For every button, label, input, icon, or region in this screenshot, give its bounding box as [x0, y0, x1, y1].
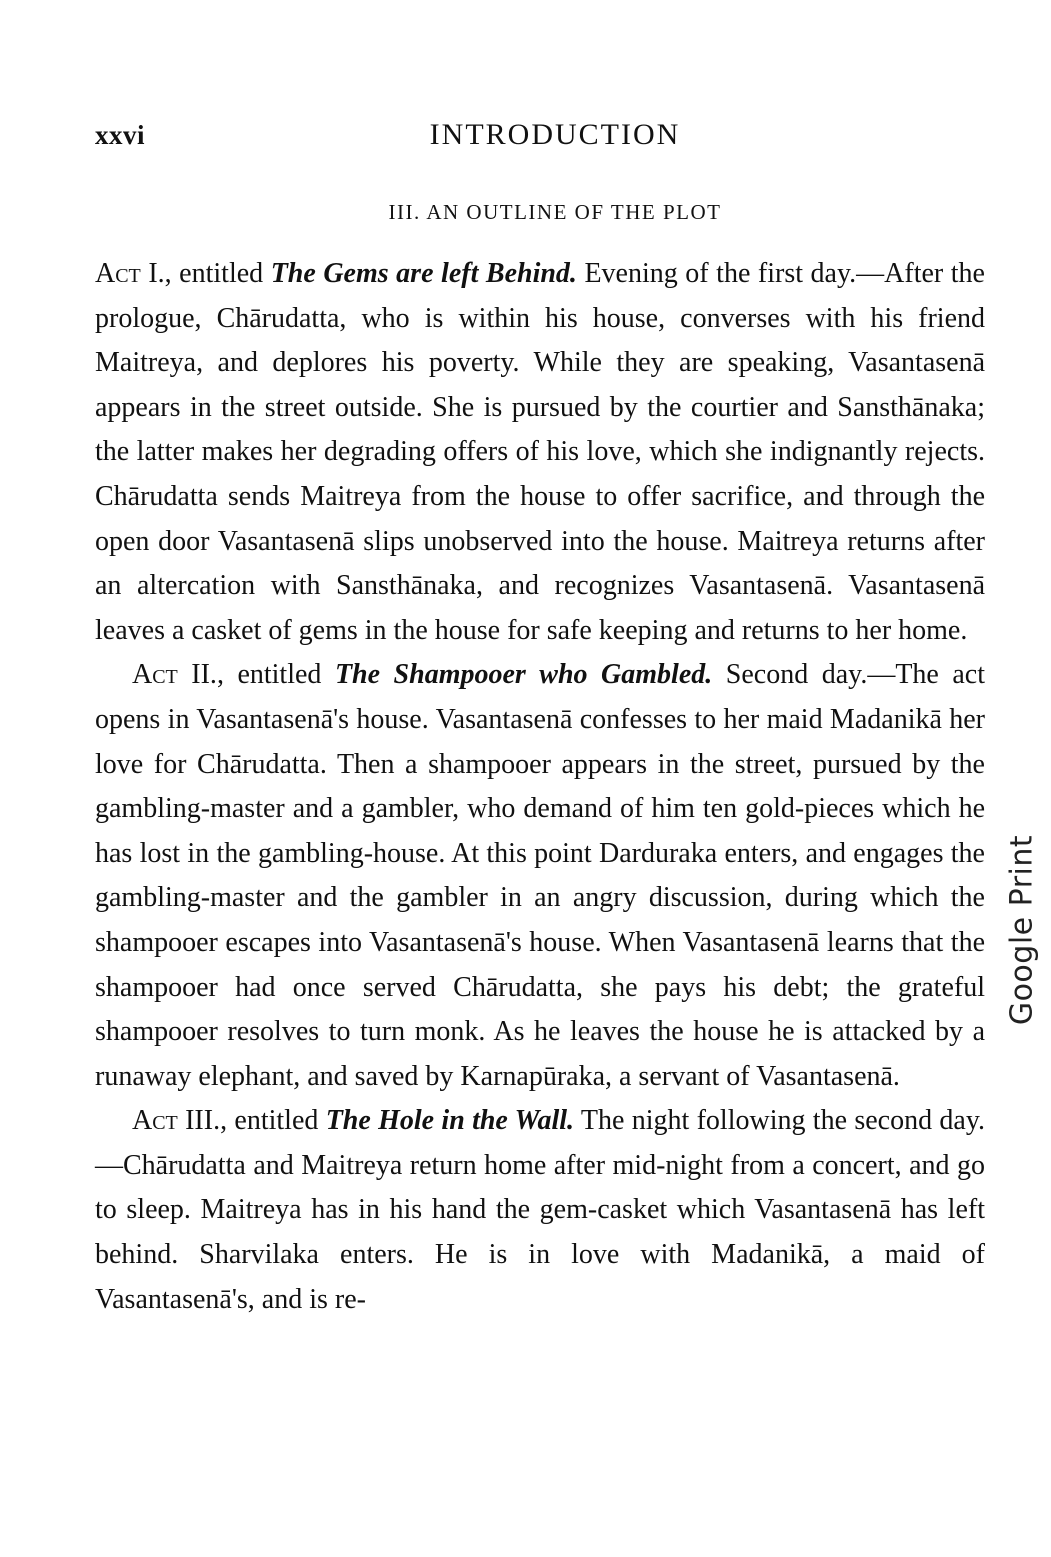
act-summary: The night following the second day.—Chārudatta and Maitreya return home after mid-night from a concert, and go to sleep. Maitreya has in his hand the gem-casket which Vasantasenā has left behind. Sharvilaka enters. He is in love with Madanikā, a maid of Vasantasenā's, and is re-: [95, 1105, 986, 1315]
act-pre: , entitled: [220, 1105, 326, 1137]
act-title: The Gems are left Behind.: [270, 258, 577, 289]
act-summary: Evening of the first day.—After the prologue, Chārudatta, who is within his house, converses with his friend Maitreya, and deplores his poverty. While they are speaking, Vasantasenā appears in the street outside. She is pursued by the courtier and Sansthānaka; the latter makes her degrading offers of his love, which she indignantly rejects. Chārudatta sends Maitreya from the house to offer sacrifice, and through the open door Vasantasenā slips unobserved into the house. Maitreya returns after an altercation with Sansthānaka, and recognizes Vasantasenā. Vasantasenā leaves a casket of gems in the house for safe keeping and returns to her home.: [95, 258, 985, 646]
paragraph-act-1: [95, 252, 985, 653]
paragraph-act-3: [95, 1099, 985, 1322]
page-number: xxvi: [95, 120, 146, 150]
section-heading: III. AN OUTLINE OF THE PLOT: [388, 200, 722, 224]
body-text: [95, 252, 985, 1322]
running-title: INTRODUCTION: [429, 118, 681, 151]
act-pre: , entitled: [164, 258, 271, 289]
google-print-watermark: [1002, 815, 1042, 1045]
running-head: [95, 118, 985, 158]
act-label: Act III.: [132, 1105, 221, 1137]
act-pre: , entitled: [216, 659, 335, 691]
act-label: Act II.: [132, 659, 217, 691]
act-label: Act I.: [95, 258, 165, 289]
act-title: The Shampooer who Gambled.: [334, 659, 713, 691]
act-summary: Second day.—The act opens in Vasantasenā's house. Vasantasenā confesses to her maid Madanikā her love for Chārudatta. Then a shampooer appears in the street, pursued by the gambling-master and a gambler, who demand of him ten gold-pieces which he has lost in the gambling-house. At this point Darduraka enters, and engages the gambling-master and the gambler in an angry discussion, during which the shampooer escapes into Vasantasenā's house. When Vasantasenā learns that the shampooer had once served Chārudatta, she pays his debt; the grateful shampooer resolves to turn monk. As he leaves the house he is attacked by a runaway elephant, and saved by Karnapūraka, a servant of Vasantasenā.: [95, 659, 985, 1092]
act-title: The Hole in the Wall.: [325, 1105, 575, 1137]
watermark-text: Google Print: [1004, 834, 1040, 1026]
paragraph-act-2: [95, 653, 985, 1099]
